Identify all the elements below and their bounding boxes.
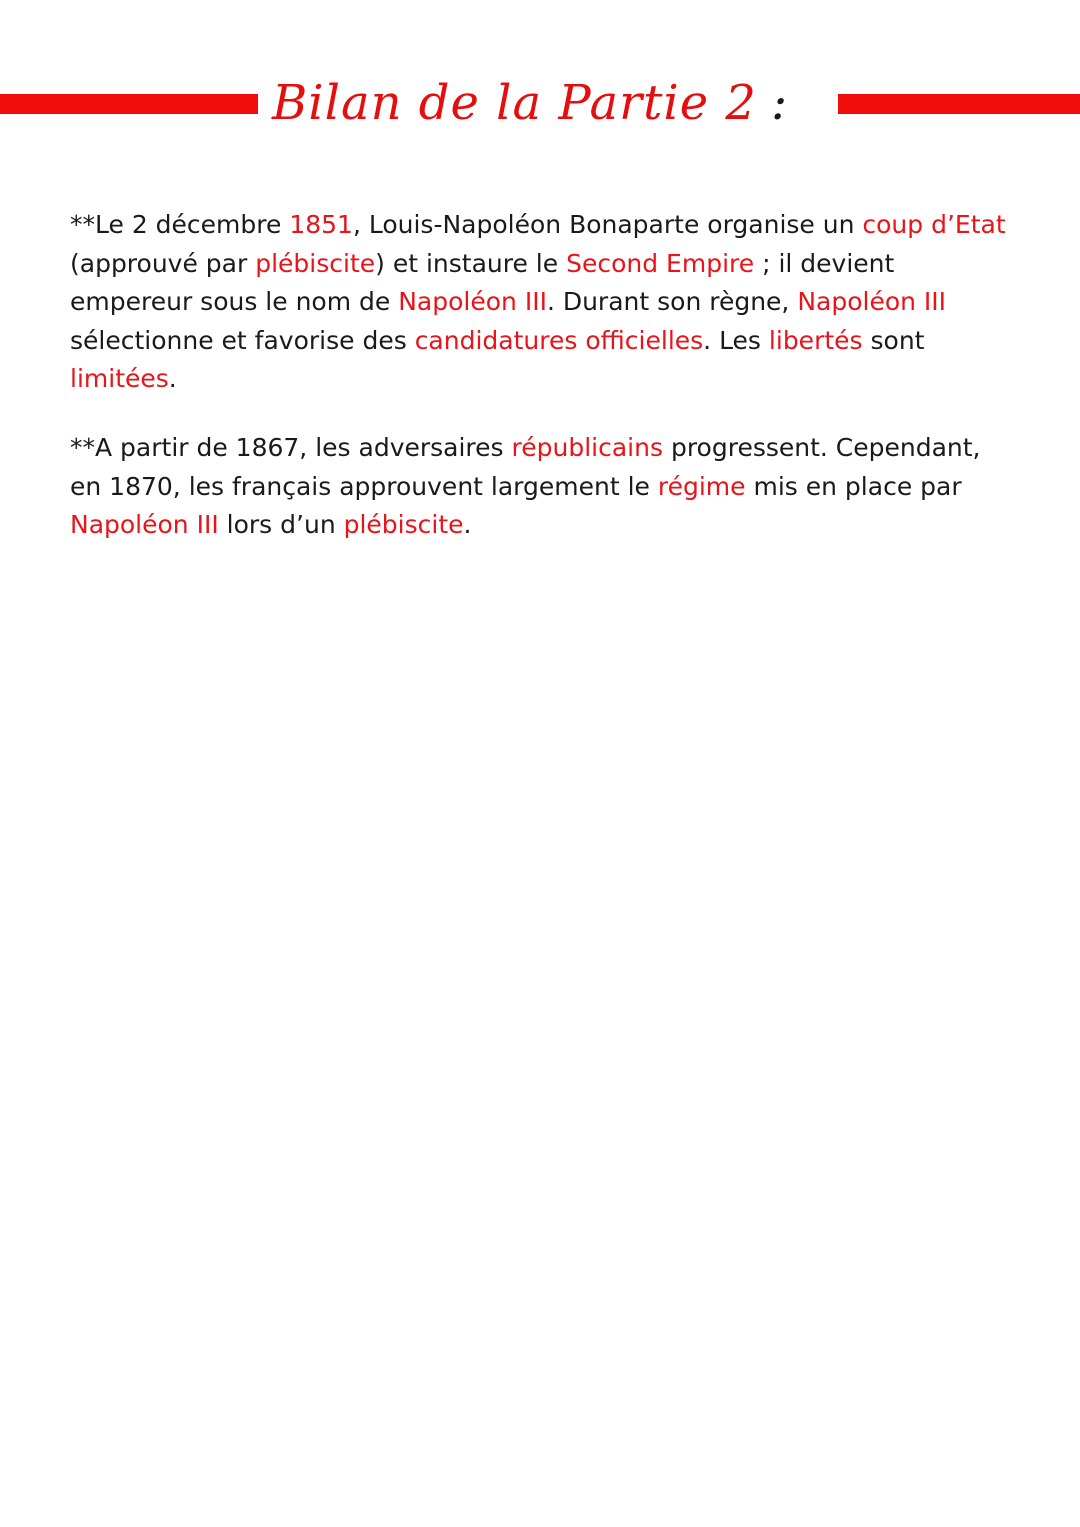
text-segment: **A partir de 1867, les adversaires [70,433,512,462]
text-segment: . [168,364,177,393]
text-segment: mis en place par [745,471,962,501]
highlighted-term: coup d’Etat [862,210,1006,239]
highlighted-term: limitées [70,364,169,393]
highlighted-term: libertés [768,325,863,355]
highlighted-term: régime [657,471,746,501]
highlighted-term: 1851 [289,210,353,239]
highlighted-term: Napoléon III [797,287,947,316]
header-bar-right [838,94,1080,114]
highlighted-term: candidatures officielles [414,325,704,355]
text-segment: ; il devient empereur sous le nom de [70,248,895,316]
header-bar-left [0,94,258,114]
highlighted-term: Second Empire [566,248,755,278]
highlighted-term: Napoléon III [398,287,547,316]
text-segment: ) et instaure le [375,248,567,278]
paragraph-1 [70,206,1010,399]
page-title-colon: : [770,75,789,131]
text-segment: progressent. Cependant, en 1870, les français approuvent largement le [70,433,981,501]
text-segment: **Le 2 décembre [70,210,290,239]
text-segment: sélectionne et favorise des [70,325,415,355]
page-title [272,68,832,138]
text-segment: . Durant son règne, [546,287,798,316]
highlighted-term: plébiscite [255,248,376,278]
text-segment: . [463,510,472,539]
header [0,68,1080,138]
text-segment: lors d’un [218,510,344,539]
text-segment: , Louis-Napoléon Bonaparte organise un [352,210,863,239]
text-segment: . Les [703,325,769,355]
highlighted-term: Napoléon III [70,510,219,539]
page-title-text: Bilan de la Partie 2 [272,75,757,131]
paragraph-2 [70,429,1010,545]
text-segment: (approuvé par [70,248,256,278]
highlighted-term: plébiscite [343,510,464,539]
highlighted-term: républicains [511,433,663,462]
text-segment: sont [862,325,925,355]
